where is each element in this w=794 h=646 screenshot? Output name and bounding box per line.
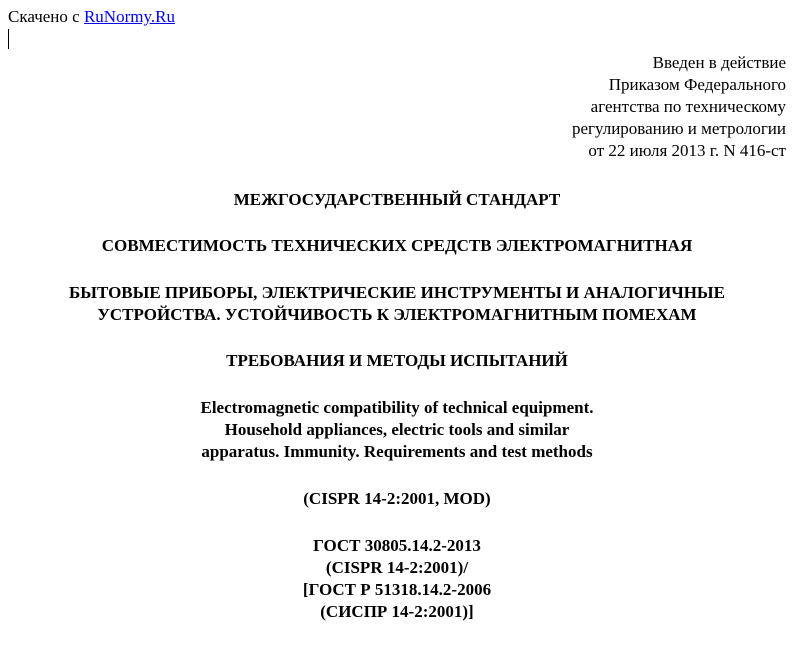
enactment-line: Введен в действие xyxy=(652,53,786,72)
subtitle xyxy=(0,282,794,326)
download-prefix: Скачено с xyxy=(8,7,84,26)
download-source xyxy=(8,6,175,28)
standard-type-text: МЕЖГОСУДАРСТВЕННЫЙ СТАНДАРТ xyxy=(233,190,561,209)
enactment-line: регулированию и метрологии xyxy=(571,119,786,138)
english-line: Electromagnetic compatibility of technical equipment. xyxy=(200,398,594,417)
runormy-link[interactable]: RuNormy.Ru xyxy=(83,7,175,26)
enactment-line: Приказом Федерального xyxy=(608,75,786,94)
subtitle-line: УСТРОЙСТВА. УСТОЙЧИВОСТЬ К ЭЛЕКТРОМАГНИТНЫМ ПОМЕХАМ xyxy=(97,305,697,324)
gost-line: (СИСПР 14-2:2001)] xyxy=(320,602,474,621)
english-title xyxy=(0,397,794,463)
subtitle-line: БЫТОВЫЕ ПРИБОРЫ, ЭЛЕКТРИЧЕСКИЕ ИНСТРУМЕНТЫ И АНАЛОГИЧНЫЕ xyxy=(69,283,725,302)
english-line: apparatus. Immunity. Requirements and test methods xyxy=(201,442,593,461)
title-main-text: СОВМЕСТИМОСТЬ ТЕХНИЧЕСКИХ СРЕДСТВ ЭЛЕКТРОМАГНИТНАЯ xyxy=(101,236,693,255)
cispr-reference xyxy=(0,488,794,510)
requirements-title xyxy=(0,350,794,372)
text-cursor xyxy=(8,29,9,49)
gost-line: (CISPR 14-2:2001)/ xyxy=(325,558,469,577)
title-main xyxy=(0,235,794,257)
gost-designation xyxy=(0,535,794,623)
enactment-note xyxy=(572,52,786,162)
standard-type xyxy=(0,189,794,211)
english-line: Household appliances, electric tools and similar xyxy=(224,420,570,439)
enactment-line: агентства по техническому xyxy=(590,97,786,116)
enactment-line: от 22 июля 2013 г. N 416-ст xyxy=(588,141,786,160)
requirements-text: ТРЕБОВАНИЯ И МЕТОДЫ ИСПЫТАНИЙ xyxy=(226,351,568,370)
cispr-text: (CISPR 14-2:2001, MOD) xyxy=(303,489,491,508)
gost-line: ГОСТ 30805.14.2-2013 xyxy=(313,536,481,555)
gost-line: [ГОСТ Р 51318.14.2-2006 xyxy=(302,580,492,599)
